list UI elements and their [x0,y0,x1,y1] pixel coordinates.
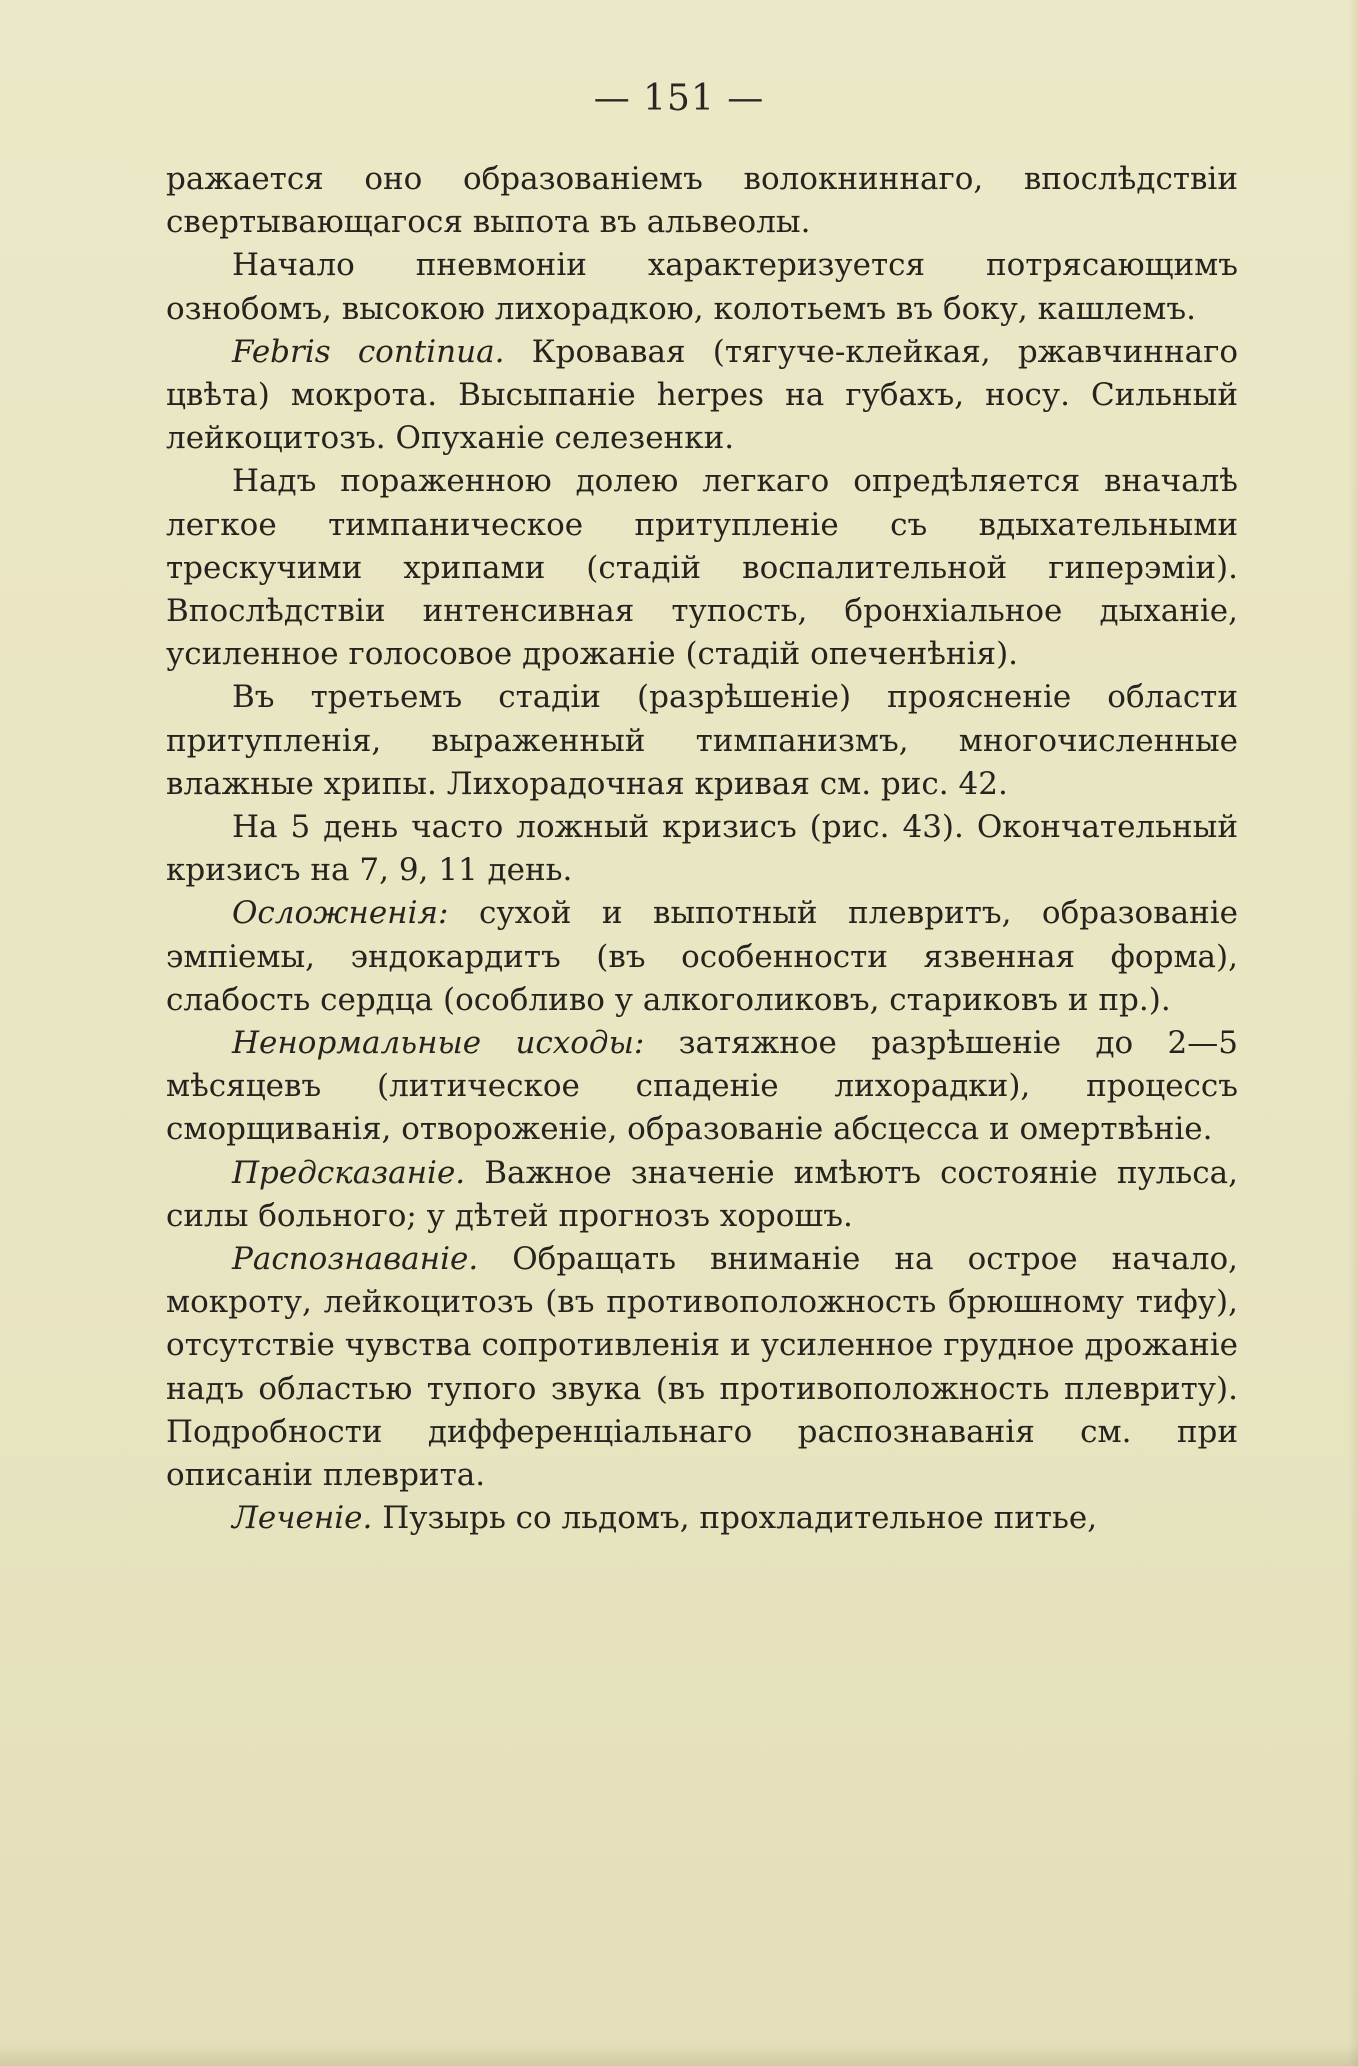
paragraph-abnormal-outcomes: Ненормальные исходы: затяжное разрѣшеніе до 2—5 мѣсяцевъ (литическое спаденіе лихорадки), процессъ сморщиванія, отвороженіе, образованіе абсцесса и омертвѣніе. [166,1025,1238,1148]
paragraph-4: Надъ пораженною долею легкаго опредѣляется вначалѣ легкое тимпаническое притупленіе съ вдыхательными трескучими хрипами (стадій воспалительной гиперэміи). Впослѣдствіи интенсивная тупость, бронхіальное дыханіе, усиленное голосовое дрожаніе (стадій опеченѣнія). [166,463,1238,673]
page-body [166,158,1238,1541]
paragraph-2: Начало пневмоніи характеризуется потрясающимъ ознобомъ, высокою лихорадкою, колотьемъ въ боку, кашлемъ. [166,247,1238,327]
paragraph-complications: Осложненія: сухой и выпотный плевритъ, образованіе эмпіемы, эндокардитъ (въ особенности язвенная форма), слабость сердца (особливо у алкоголиковъ, стариковъ и пр.). [166,895,1238,1018]
paragraph-6: На 5 день часто ложный кризисъ (рис. 43). Окончательный кризисъ на 7, 9, 11 день. [166,809,1238,889]
paragraph-heading: Предсказаніе. [232,1154,466,1191]
paragraph-heading: Осложненія: [232,895,449,932]
page-bottom-shadow [0,2044,1358,2066]
page-edge-shadow [1348,0,1358,2066]
paragraph-heading: Распознаваніе. [232,1241,479,1278]
page-number: — 151 — [593,78,765,119]
paragraph-5: Въ третьемъ стадіи (разрѣшеніе) проясненіе области притупленія, выраженный тимпанизмъ, многочисленные влажные хрипы. Лихорадочная кривая см. рис. 42. [166,679,1238,802]
paragraph-prognosis: Предсказаніе. Важное значеніе имѣютъ состояніе пульса, силы больного; у дѣтей прогнозъ хорошъ. [166,1154,1238,1234]
paragraph-heading: Леченіе. [232,1500,373,1537]
paragraph-febris: Febris continua. Кровавая (тягуче-клейкая, ржавчиннаго цвѣта) мокрота. Высыпаніе herpes на губахъ, носу. Сильный лейкоцитозъ. Опуханіе селезенки. [166,333,1238,457]
paragraph-heading: Ненормальные исходы: [232,1025,645,1062]
paragraph-diagnosis: Распознаваніе. Обращать вниманіе на острое начало, мокроту, лейкоцитозъ (въ противоположность брюшному тифу), отсутствіе чувства сопротивленія и усиленное грудное дрожаніе надъ областью тупого звука (въ противоположность плевриту). Подробности дифференціальнаго распознаванія см. при описаніи плеврита. [166,1241,1238,1494]
paragraph-1: ражается оно образованіемъ волокниннаго, впослѣдствіи свертывающагося выпота въ альвеолы. [166,161,1238,241]
paragraph-treatment: Леченіе. Пузырь со льдомъ, прохладительное питье, [232,1500,1098,1537]
paragraph-heading: Febris continua. [232,333,505,370]
